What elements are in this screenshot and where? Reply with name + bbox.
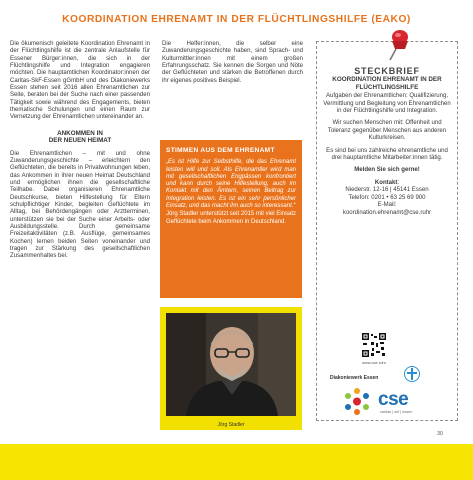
steckbrief-wanted: Wir suchen Menschen mit: Offenheit und Toleranz gegenüber Menschen aus anderen Kulturkreisen. <box>327 120 447 142</box>
quote-box <box>160 140 302 298</box>
push-pin-icon <box>381 27 413 63</box>
contact-address: Niederstr. 12-16 | 45141 Essen <box>345 187 429 194</box>
quote-box-title: STIMMEN AUS DEM EHRENAMT <box>166 147 275 154</box>
bottom-color-bar <box>0 444 473 480</box>
diakonie-cross-icon <box>404 366 420 382</box>
steckbrief-subheading: KOORDINATION EHRENAMT IN DER FLÜCHTLINGSHILFE <box>332 76 442 91</box>
contact-phone: Telefon: 0201 • 63 25 69 900 <box>348 194 426 201</box>
section-heading <box>10 130 150 145</box>
contact-email[interactable]: koordination.ehrenamt@cse.ruhr <box>342 209 432 216</box>
photo-frame <box>160 307 302 430</box>
section-heading-line1: ANKOMMEN IN <box>57 129 103 137</box>
steckbrief-box: STECKBRIEF KOORDINATION EHRENAMT IN DER FLÜCHTLINGSHILFE Aufgaben der Ehrenamtlichen: Qualifizierung, Vermittlung und Begleitung von Ehrenamtlichen in der Flüchtlingshilfe und Integration. Wir suchen Menschen mit: Offenheit und Toleranz gegenüber Menschen aus anderen Kulturkreisen. Es sind bei uns zahlreiche ehrenamtliche und drei hauptamtliche Mitarbeiter:innen tätig. Melden Sie sich gerne! Kontakt: Niederstr. 12-16 | 45141 Essen Telefon: 0201 • 63 25 69 900 E-Mail: koordination.ehrenamt@cse.ruhr <box>316 41 458 421</box>
cse-logo-subtext: caritas | skf | essen <box>380 410 413 414</box>
steckbrief-invite: Es sind bei uns zahlreiche ehrenamtliche und drei hauptamtliche Mitarbeiter:innen tätig. <box>326 147 448 162</box>
diakoniewerk-logo-text: Diakoniewerk Essen <box>330 375 379 381</box>
quote-attribution: Jörg Stadler unterstützt seit 2015 mit viel Einsatz Geflüchtete beim Ankommen in Deutschland. <box>166 211 296 225</box>
intro-paragraph: Die ökumenisch geleitete Koordination Ehrenamt in der Flüchtlingshilfe ist die zentrale Anlaufstelle für Essener Bürger:innen, die sich in der Flüchtlingshilfe und Integration engagieren möchten. Die hauptamtlichen Koordinator:innen der Caritas-SkF-Essen gGmbH und des Diakoniewerks Essen stehen seit 2016 allen Ehrenamtlichen zur Seite, beraten bei der Suche nach einer passenden Tätigkeit sowie während des Engagements, bieten thematische Schulungen und einen Raum zur Vernetzung der Ehrenamtlichen untereinander an. <box>10 41 150 121</box>
cse-logo <box>340 387 432 417</box>
section-paragraph: Die Ehrenamtlichen – mit und ohne Zuwanderungsgeschichte – erleichtern den Geflüchteten, die bereits in Privatwohnungen leben, das Ankommen in ihrer neuen Heimat Deutschland und ermöglichen ihnen die gesellschaftliche Teilhabe. Dabei organisieren Ehrenamtliche Deutschkurse, bieten Hilfestellung für Eltern schulpflichtiger Kinder, begleiten Geflüchtete im Alltag, bei Behördengängen oder Arztterminen, unterstützen sie bei der Suche einer Arbeits- oder Ausbildungsstelle. Durch gemeinsame Freizeitaktivitäten (z.B. Ausflüge, gemeinsames Kochen) lernen beiden Seiten voneinander und tragen zur Stärkung des gesellschaftlichen Zusammenhaltes bei. <box>10 150 150 260</box>
portrait-photo <box>166 313 296 416</box>
cse-star-icon <box>340 387 374 417</box>
intro-column <box>10 41 150 267</box>
cse-logo-text: cse <box>378 389 409 410</box>
middle-column <box>162 41 303 91</box>
diakoniewerk-logo <box>330 366 448 382</box>
contact-label: Kontakt <box>374 179 398 186</box>
steckbrief-call: Melden Sie sich gerne! <box>354 167 420 174</box>
steckbrief-heading: STECKBRIEF <box>354 66 420 76</box>
qr-url: www.cse.ruhr <box>361 360 386 365</box>
contact-email-label: E-Mail: <box>377 202 397 209</box>
section-heading-line2: DER NEUEN HEIMAT <box>48 137 112 145</box>
qr-code-icon[interactable] <box>362 333 386 357</box>
steckbrief-tasks: Aufgaben der Ehrenamtlichen: Qualifizierung, Vermittlung und Begleitung von Ehrenamtlichen in der Flüchtlingshilfe und Integration. <box>323 93 451 115</box>
page-title: KOORDINATION EHRENAMT IN DER FLÜCHTLINGSHILFE (EAKO) <box>62 14 411 25</box>
helpers-paragraph: Die Helfer:innen, die selber eine Zuwanderungsgeschichte haben, sind Sprach- und Kulturmittler:innen mit einem großen Erfahrungsschatz. Sie kennen die Sorgen und Nöte der Geflüchteten und stärken die Betroffenen durch ihr eigenes positives Beispiel. <box>162 41 303 84</box>
page-number: 30 <box>437 431 443 437</box>
photo-caption: Jörg Stadler <box>217 422 245 428</box>
quote-text: „Es ist Hilfe zur Selbsthilfe, die das Ehrenamt leisten will und soll. Als Ehrenamtler wird man mit gesellschaftlichen Engpässen konfrontiert und kann durch seine Hilfestellung, auch im Kontakt mit den Ämtern, seinen Beitrag zur Integration leisten. Es ist ein sehr persönlicher Einsatz, und das macht ihn auch so interessant.“ <box>166 159 296 210</box>
